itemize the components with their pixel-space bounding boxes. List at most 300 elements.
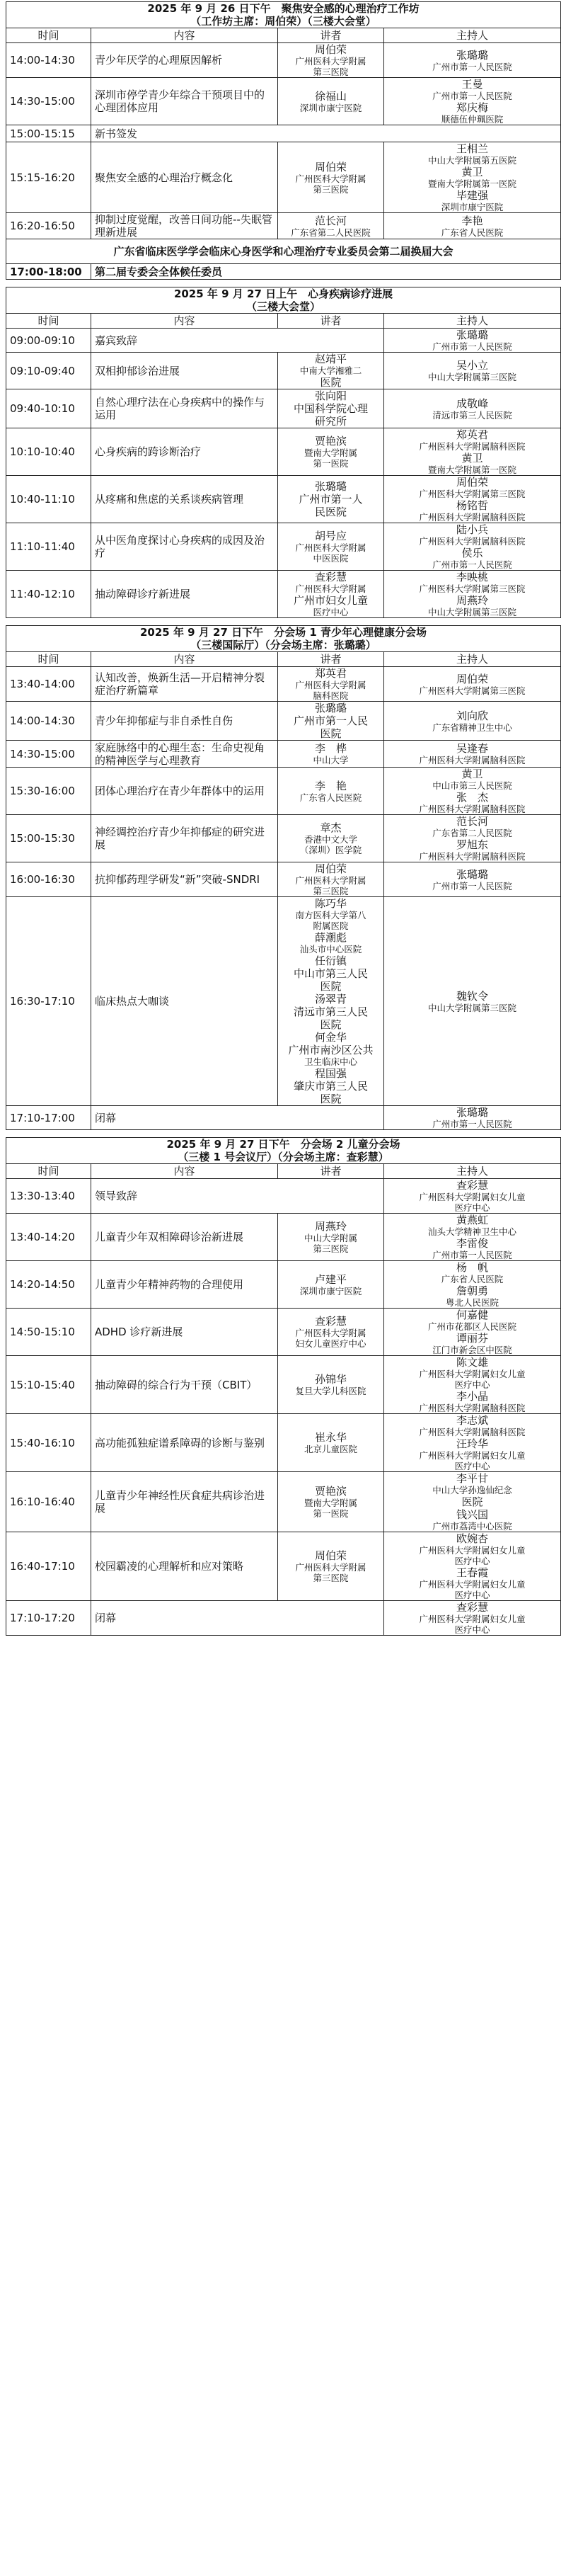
- cell-line: 陆小兵: [456, 523, 489, 536]
- banner-session-row: [6, 264, 561, 280]
- cell-line: 李 桦: [314, 742, 347, 755]
- cell-line: 香港中文大学: [304, 834, 357, 845]
- cell-line: 肇庆市第三人民: [293, 1080, 368, 1093]
- table-row: [6, 1472, 561, 1532]
- schedule-table: [6, 287, 561, 618]
- session-speaker: [278, 353, 384, 389]
- session-speaker: [278, 523, 384, 571]
- session-speaker: [278, 1214, 384, 1261]
- cell-line: 赵靖平: [314, 353, 347, 365]
- cell-line: 周伯荣: [456, 476, 489, 489]
- session-topic: 第二届专委会全体候任委员: [91, 264, 561, 280]
- title-line: （三楼大会堂）: [246, 300, 321, 313]
- session-topic: 儿童青少年神经性厌食症共病诊治进展: [91, 1472, 278, 1532]
- cell-line: 中山大学附属第三医院: [427, 1002, 516, 1013]
- session-speaker: [278, 389, 384, 428]
- table-row: [6, 1106, 561, 1130]
- cell-line: 医院: [320, 376, 342, 389]
- cell-line: 广东省第二人民医院: [432, 828, 512, 838]
- cell-line: 深圳市康宁医院: [299, 102, 362, 113]
- session-host: [384, 1601, 561, 1636]
- session-time: 14:20-14:50: [6, 1261, 91, 1309]
- title-line: 2025 年 9 月 27 日下午 分会场 1 青少年心理健康分会场: [139, 626, 427, 639]
- table-row: [6, 1309, 561, 1356]
- cell-line: 广州医科大学附属第三医院: [419, 489, 526, 499]
- cell-line: 医疗中心: [454, 1624, 490, 1635]
- session-speaker: [278, 1472, 384, 1532]
- cell-line: 广州医科大学附属: [295, 680, 366, 690]
- column-header: 主持人: [384, 1164, 561, 1179]
- cell-line: 广州医科大学附属妇女儿童: [419, 1450, 526, 1461]
- cell-line: 广州市第一人民医院: [432, 559, 512, 570]
- cell-line: 詹朝勇: [456, 1284, 488, 1297]
- column-header: 主持人: [384, 652, 561, 667]
- session-topic: 家庭脉络中的心理生态：生命史视角的精神医学与心理教育: [91, 741, 278, 768]
- cell-line: 广州医科大学附属: [295, 542, 366, 553]
- session-host: [384, 1532, 561, 1601]
- title-row: [6, 2, 561, 28]
- cell-line: 李映桃: [456, 571, 489, 583]
- cell-line: 广州医科大学附属脑科医院: [419, 1427, 526, 1437]
- cell-line: 中山市第三人民: [293, 967, 368, 980]
- cell-line: 广州医科大学附属: [295, 56, 366, 67]
- cell-line: 第三医院: [313, 183, 349, 195]
- cell-line: 周燕玲: [314, 1220, 347, 1233]
- cell-line: 吴小立: [456, 359, 489, 372]
- cell-line: 魏钦令: [456, 989, 488, 1003]
- cell-line: 卫生临床中心: [304, 1056, 357, 1067]
- table-row: [6, 428, 561, 476]
- session-topic: 心身疾病的跨诊断治疗: [91, 428, 278, 476]
- table-row: [6, 1356, 561, 1414]
- session-speaker: [278, 702, 384, 741]
- session-topic: 抗抑郁药理学研发“新”突破-SNDRI: [91, 862, 278, 897]
- table-row: [6, 667, 561, 702]
- session-host: [384, 571, 561, 618]
- session-host: [384, 1214, 561, 1261]
- cell-line: 李平甘: [456, 1472, 488, 1485]
- table-row: [6, 571, 561, 618]
- session-time: 16:00-16:30: [6, 862, 91, 897]
- session-time: 10:10-10:40: [6, 428, 91, 476]
- table-row: [6, 213, 561, 239]
- column-header: 内容: [91, 314, 278, 329]
- cell-line: 广州市荔湾中心医院: [432, 1521, 512, 1532]
- column-header: 讲者: [278, 314, 384, 329]
- title-row: [6, 287, 561, 314]
- session-time: 15:00-15:15: [6, 125, 91, 142]
- table-row: [6, 897, 561, 1106]
- cell-line: 医院: [320, 727, 342, 740]
- cell-line: 章杰: [320, 821, 342, 834]
- cell-line: 广东省精神卫生中心: [432, 722, 512, 733]
- session-host: [384, 476, 561, 523]
- header-row: [6, 1164, 561, 1179]
- cell-line: 汕头市中心医院: [299, 944, 362, 954]
- cell-line: 第三医院: [313, 1573, 349, 1583]
- cell-line: 中山大学: [313, 755, 349, 765]
- cell-line: 广州医科大学附属脑科医院: [419, 512, 526, 523]
- session-speaker: [278, 43, 384, 78]
- session-time: 17:10-17:00: [6, 1106, 91, 1130]
- session-topic: 从中医角度探讨心身疾病的成因及治疗: [91, 523, 278, 571]
- session-speaker: [278, 1261, 384, 1309]
- cell-line: 李 艳: [314, 779, 347, 792]
- cell-line: 粤北人民医院: [445, 1297, 499, 1308]
- title-line: （三楼 1 号会议厅）（分会场主席：查彩慧）: [178, 1151, 389, 1163]
- session-time: 13:40-14:20: [6, 1214, 91, 1261]
- cell-line: 深圳市康宁医院: [299, 1285, 362, 1296]
- cell-line: 查彩慧: [314, 1315, 347, 1328]
- cell-line: 医疗中心: [454, 1590, 490, 1600]
- session-time: 16:30-17:10: [6, 897, 91, 1106]
- session-host: [384, 329, 561, 353]
- title-line: 2025 年 9 月 26 日下午 聚焦安全感的心理治疗工作坊: [147, 2, 420, 15]
- cell-line: 暨南大学附属第一医院: [428, 465, 517, 475]
- cell-line: 任衍镇: [314, 954, 347, 967]
- cell-line: 杨铭哲: [456, 499, 489, 512]
- cell-line: 卢建平: [314, 1272, 347, 1286]
- session-host: [384, 1179, 561, 1214]
- session-topic: 高功能孤独症谱系障碍的诊断与鉴别: [91, 1414, 278, 1472]
- column-header: 时间: [6, 1164, 91, 1179]
- cell-line: 广州市花都区人民医院: [427, 1321, 516, 1332]
- session-time: 09:40-10:10: [6, 389, 91, 428]
- cell-line: 广州医科大学附属第三医院: [419, 583, 526, 594]
- cell-line: 毕建强: [456, 189, 488, 202]
- session-time: 10:40-11:10: [6, 476, 91, 523]
- table-row: [6, 1601, 561, 1636]
- session-host: [384, 142, 561, 213]
- cell-line: 深圳市康宁医院: [441, 202, 504, 212]
- table-row: [6, 702, 561, 741]
- cell-line: 王相兰: [456, 142, 488, 155]
- cell-line: 医院: [461, 1495, 483, 1508]
- cell-line: 江门市新会区中医院: [432, 1345, 512, 1355]
- section-title: [6, 626, 561, 652]
- cell-line: 杨 帆: [456, 1261, 488, 1274]
- section-2: [6, 287, 560, 618]
- cell-line: 北京儿童医院: [304, 1444, 357, 1454]
- cell-line: 郑英君: [314, 667, 347, 680]
- section-title: [6, 1138, 561, 1164]
- cell-line: 第三医院: [313, 1243, 349, 1254]
- session-topic: 闭幕: [91, 1601, 384, 1636]
- cell-line: 医疗中心: [454, 1461, 490, 1471]
- session-topic: 抑制过度觉醒，改善日间功能--失眠管理新进展: [91, 213, 278, 239]
- session-speaker: [278, 213, 384, 239]
- table-row: [6, 768, 561, 815]
- header-row: [6, 652, 561, 667]
- title-row: [6, 626, 561, 652]
- cell-line: 清远市第三人民医院: [432, 409, 512, 421]
- cell-line: 程国强: [314, 1067, 347, 1080]
- session-topic: 神经调控治疗青少年抑郁症的研究进展: [91, 815, 278, 862]
- cell-line: 胡号应: [314, 530, 347, 542]
- session-topic: 领导致辞: [91, 1179, 384, 1214]
- session-topic: 校园霸凌的心理解析和应对策略: [91, 1532, 278, 1601]
- cell-line: 第三医院: [313, 886, 349, 896]
- session-topic: 儿童青少年精神药物的合理使用: [91, 1261, 278, 1309]
- session-speaker: [278, 768, 384, 815]
- session-time: 11:10-11:40: [6, 523, 91, 571]
- table-row: [6, 1214, 561, 1261]
- cell-line: 脑科医院: [313, 690, 349, 701]
- table-row: [6, 353, 561, 389]
- session-topic: 认知改善，焕新生活—开启精神分裂症治疗新篇章: [91, 667, 278, 702]
- session-host: [384, 428, 561, 476]
- cell-line: 贾艳滨: [314, 1485, 347, 1498]
- cell-line: 张璐璐: [456, 48, 488, 62]
- session-topic: 双相抑郁诊治进展: [91, 353, 278, 389]
- cell-line: 中山大学附属第三医院: [428, 607, 517, 617]
- session-time: 14:00-14:30: [6, 702, 91, 741]
- session-time: 09:10-09:40: [6, 353, 91, 389]
- cell-line: 李雷俊: [456, 1237, 488, 1250]
- cell-line: 周燕玲: [456, 594, 489, 607]
- session-speaker: [278, 1414, 384, 1472]
- title-line: （三楼国际厅）（分会场主席：张璐璐）: [190, 639, 376, 651]
- header-row: [6, 28, 561, 43]
- cell-line: 研究所: [314, 415, 347, 428]
- table-row: [6, 1261, 561, 1309]
- cell-line: 民医院: [314, 506, 347, 518]
- cell-line: 广州医科大学附属: [295, 875, 366, 886]
- session-host: [384, 667, 561, 702]
- session-time: 15:00-15:30: [6, 815, 91, 862]
- cell-line: 李小晶: [456, 1390, 488, 1403]
- cell-line: 中国科学院心理: [293, 402, 368, 415]
- cell-line: 汪玲华: [456, 1437, 488, 1450]
- schedule-table: [6, 1, 561, 280]
- column-header: 主持人: [384, 314, 561, 329]
- cell-line: 张璐璐: [314, 480, 347, 493]
- cell-line: 查彩慧: [456, 1601, 488, 1614]
- cell-line: 中山大学附属第五医院: [427, 155, 516, 166]
- table-row: [6, 142, 561, 213]
- cell-line: 李志斌: [456, 1414, 488, 1427]
- cell-line: 广州医科大学附属脑科医院: [419, 1403, 526, 1413]
- session-time: 11:40-12:10: [6, 571, 91, 618]
- cell-line: 查彩慧: [456, 1179, 488, 1192]
- session-time: 13:40-14:00: [6, 667, 91, 702]
- cell-line: 黄燕虹: [456, 1214, 488, 1226]
- cell-line: 吴逢春: [456, 742, 488, 755]
- table-row: [6, 389, 561, 428]
- cell-line: 广东省人民医院: [441, 227, 504, 238]
- session-topic: 临床热点大咖谈: [91, 897, 278, 1106]
- session-time: 16:40-17:10: [6, 1532, 91, 1601]
- cell-line: 谭丽芬: [456, 1332, 488, 1345]
- session-time: 15:10-15:40: [6, 1356, 91, 1414]
- cell-line: 广州医科大学附属妇女儿童: [419, 1369, 526, 1379]
- session-time: 15:40-16:10: [6, 1414, 91, 1472]
- cell-line: 贾艳滨: [314, 435, 347, 448]
- session-host: [384, 1261, 561, 1309]
- cell-line: 广州市第一人民医院: [432, 341, 512, 352]
- cell-line: 暨南大学附属: [304, 1498, 357, 1508]
- session-host: [384, 523, 561, 571]
- session-host: [384, 741, 561, 768]
- cell-line: 周伯荣: [314, 1549, 347, 1562]
- cell-line: 薛潮彪: [314, 931, 347, 944]
- cell-line: 周伯荣: [314, 160, 347, 173]
- session-host: [384, 702, 561, 741]
- column-header: 时间: [6, 652, 91, 667]
- cell-line: 广东省人民医院: [299, 792, 362, 803]
- session-time: 15:30-16:00: [6, 768, 91, 815]
- cell-line: 周伯荣: [314, 862, 347, 875]
- session-topic: 儿童青少年双相障碍诊治新进展: [91, 1214, 278, 1261]
- column-header: 讲者: [278, 652, 384, 667]
- session-speaker: [278, 815, 384, 862]
- session-host: [384, 897, 561, 1106]
- cell-line: 第一医院: [313, 1508, 349, 1519]
- cell-line: 中山大学附属第三医院: [428, 372, 517, 382]
- cell-line: 广东省人民医院: [441, 1274, 504, 1284]
- table-row: [6, 329, 561, 353]
- cell-line: 医疗中心: [454, 1556, 490, 1566]
- column-header: 主持人: [384, 28, 561, 43]
- cell-line: 广州市南沙区公共: [288, 1044, 374, 1056]
- cell-line: 妇女儿童医疗中心: [295, 1338, 366, 1349]
- cell-line: 广州市妇女儿童: [293, 594, 368, 607]
- header-row: [6, 314, 561, 329]
- cell-line: 黄卫: [461, 166, 483, 178]
- session-host: [384, 213, 561, 239]
- session-host: [384, 353, 561, 389]
- cell-line: 张向阳: [314, 389, 347, 402]
- session-speaker: [278, 1356, 384, 1414]
- cell-line: 广州医科大学附属: [295, 1562, 366, 1573]
- table-row: [6, 1179, 561, 1214]
- cell-line: 范长河: [314, 214, 347, 227]
- cell-line: 李艳: [461, 214, 483, 227]
- cell-line: 刘向欣: [456, 709, 488, 722]
- cell-line: 第三医院: [313, 67, 349, 77]
- cell-line: 广州医科大学附属妇女儿童: [419, 1579, 526, 1590]
- session-host: [384, 1472, 561, 1532]
- table-row: [6, 1532, 561, 1601]
- cell-line: 陈文雄: [456, 1356, 488, 1369]
- table-row: [6, 78, 561, 125]
- table-row: [6, 476, 561, 523]
- session-speaker: [278, 142, 384, 213]
- cell-line: 成敬峰: [456, 397, 489, 410]
- title-row: [6, 1138, 561, 1164]
- session-speaker: [278, 1532, 384, 1601]
- session-topic: 青少年抑郁症与非自杀性自伤: [91, 702, 278, 741]
- cell-line: 医院: [320, 1018, 342, 1031]
- cell-line: （深圳）医学院: [299, 845, 362, 855]
- cell-line: 陈巧华: [314, 897, 347, 910]
- session-time: 17:10-17:20: [6, 1601, 91, 1636]
- cell-line: 广州医科大学附属脑科医院: [419, 851, 526, 862]
- cell-line: 欧婉杏: [456, 1532, 488, 1545]
- session-time: 09:00-09:10: [6, 329, 91, 353]
- cell-line: 广州市第一人民医院: [432, 91, 512, 101]
- cell-line: 张璐璐: [456, 329, 489, 341]
- column-header: 讲者: [278, 28, 384, 43]
- session-host: [384, 43, 561, 78]
- session-speaker: [278, 428, 384, 476]
- session-topic: 新书签发: [91, 125, 561, 142]
- cell-line: 罗旭东: [456, 838, 488, 851]
- cell-line: 医院: [320, 1093, 342, 1105]
- session-time: 16:20-16:50: [6, 213, 91, 239]
- cell-line: 王春霞: [456, 1566, 488, 1579]
- cell-line: 医疗中心: [454, 1379, 490, 1390]
- cell-line: 复旦大学儿科医院: [295, 1386, 366, 1396]
- cell-line: 暨南大学附属: [304, 448, 357, 458]
- session-speaker: [278, 571, 384, 618]
- session-host: [384, 1106, 561, 1130]
- title-line: 2025 年 9 月 27 日上午 心身疾病诊疗进展: [173, 287, 393, 300]
- section-title: [6, 2, 561, 28]
- session-topic: 闭幕: [91, 1106, 384, 1130]
- schedule-table: [6, 625, 561, 1130]
- session-host: [384, 389, 561, 428]
- cell-line: 范长河: [456, 815, 488, 828]
- table-row: [6, 862, 561, 897]
- cell-line: 广州医科大学附属: [295, 583, 366, 594]
- session-host: [384, 1309, 561, 1356]
- session-time: 14:30-15:00: [6, 78, 91, 125]
- cell-line: 医院: [320, 980, 342, 993]
- session-speaker: [278, 862, 384, 897]
- cell-line: 黄卫: [461, 452, 483, 465]
- cell-line: 清远市第三人民: [293, 1005, 368, 1018]
- column-header: 讲者: [278, 1164, 384, 1179]
- cell-line: 中南大学湘雅二: [299, 365, 362, 376]
- cell-line: 钱兴国: [456, 1508, 488, 1521]
- session-time: 17:00-18:00: [6, 264, 91, 280]
- column-header: 时间: [6, 28, 91, 43]
- banner-title: 广东省临床医学学会临床心身医学和心理治疗专业委员会第二届换届大会: [6, 239, 561, 264]
- session-speaker: [278, 897, 384, 1106]
- session-time: 14:00-14:30: [6, 43, 91, 78]
- cell-line: 广州医科大学附属: [295, 173, 366, 184]
- column-header: 内容: [91, 652, 278, 667]
- cell-line: 郑庆梅: [456, 101, 488, 114]
- cell-line: 广州医科大学附属第三医院: [419, 685, 526, 696]
- title-line: 2025 年 9 月 27 日下午 分会场 2 儿童分会场: [166, 1138, 400, 1151]
- session-host: [384, 1414, 561, 1472]
- cell-line: 医疗中心: [313, 607, 349, 617]
- cell-line: 广州医科大学附属脑科医院: [419, 536, 526, 547]
- cell-line: 广州医科大学附属妇女儿童: [419, 1545, 526, 1556]
- cell-line: 广州市第一人民医院: [432, 880, 512, 891]
- cell-line: 南方医科大学第八: [295, 910, 366, 921]
- cell-line: 汕头大学精神卫生中心: [427, 1226, 516, 1237]
- cell-line: 广州医科大学附属妇女儿童: [419, 1614, 526, 1624]
- cell-line: 广州市第一人民: [293, 714, 368, 727]
- cell-line: 徐福山: [314, 89, 347, 103]
- session-time: 13:30-13:40: [6, 1179, 91, 1214]
- cell-line: 广州市第一人: [299, 493, 363, 506]
- cell-line: 侯乐: [461, 547, 483, 559]
- cell-line: 中山市第三人民医院: [432, 780, 512, 791]
- session-speaker: [278, 741, 384, 768]
- session-topic: 深圳市停学青少年综合干预项目中的心理团体应用: [91, 78, 278, 125]
- cell-line: 周伯荣: [314, 43, 347, 56]
- session-topic: 抽动障碍诊疗新进展: [91, 571, 278, 618]
- column-header: 时间: [6, 314, 91, 329]
- session-host: [384, 815, 561, 862]
- table-row: [6, 1414, 561, 1472]
- cell-line: 郑英君: [456, 428, 489, 441]
- cell-line: 何金华: [314, 1031, 347, 1044]
